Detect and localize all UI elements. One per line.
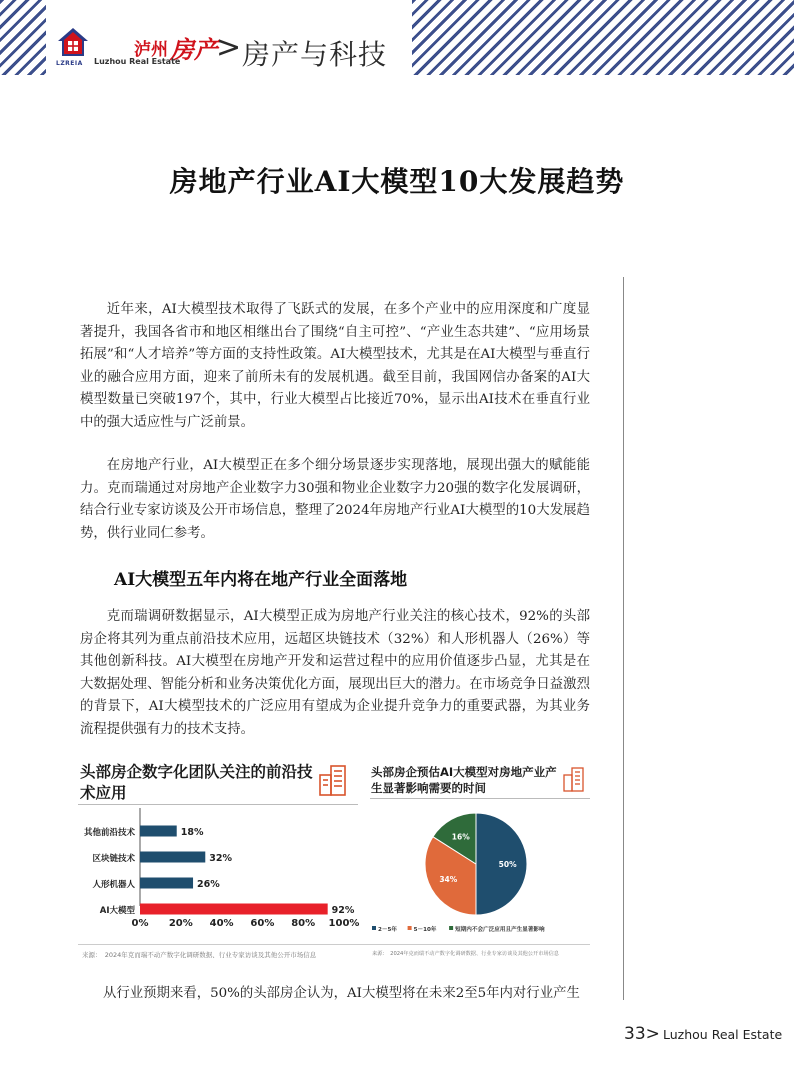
bar-value-label: 26% (197, 879, 220, 890)
bar-1 (140, 826, 177, 837)
paragraph-continuation: 从行业预期来看，50%的头部房企认为，AI大模型将在未来2至5年内对行业产生 (103, 986, 580, 1001)
source-divider (78, 944, 590, 945)
header-stripes-left (0, 0, 46, 75)
bar-chart-source: 来源： 2024年克而瑞不动产数字化调研数据、行业专家访谈及其他公开市场信息 (82, 951, 317, 959)
building-icon (318, 763, 348, 797)
bar-chart-title: 头部房企数字化团队关注的前沿技术应用 (80, 763, 313, 802)
bar-value-label: 32% (209, 853, 233, 864)
bar-chart (78, 808, 368, 936)
bar-value-label: 92% (331, 905, 355, 916)
bar-chart-divider (78, 804, 358, 805)
pie-chart-source: 来源： 2024年克而瑞不动产数字化调研数据、行业专家访谈及其他公开市场信息 (372, 951, 559, 957)
brand-name-cn: 泸州 (134, 40, 168, 60)
pie-slice-label: 16% (451, 832, 470, 842)
x-tick-label: 0% (131, 918, 149, 929)
header-stripes-right (412, 0, 794, 75)
legend-swatch (449, 926, 453, 930)
x-tick-label: 40% (209, 918, 234, 929)
paragraph-1-text: 近年来，AI大模型技术取得了飞跃式的发展，在多个产业中的应用深度和广度显著提升，我国各省市和地区相继出台了围绕“自主可控”、“产业生态共建”、“应用场景拓展”和“人才培养”等方面的支持性政策。AI大模型技术，尤其是在AI大模型与垂直行业的融合应用方面，迎来了前所未有的发展机遇。截至目前，我国网信办备案的AI大模型数量已突破197个，其中，行业大模型占比接近70%，显示出AI技术在垂直行业中的强大适应性与广泛前景。 (80, 302, 590, 430)
page-footer-label: Luzhou Real Estate (663, 1027, 783, 1042)
bar-category-label: 区块链技术 (92, 854, 135, 864)
bar-category-label: 人形机器人 (92, 880, 135, 890)
paragraph-3-text: 克而瑞调研数据显示，AI大模型正成为房地产行业关注的核心技术，92%的头部房企将其列为重点前沿技术应用，远超区块链技术（32%）和人形机器人（26%）等其他创新科技。AI大模型在房地产开发和运营过程中的应用价值逐步凸显，尤其是在大数据处理、智能分析和业务决策优化方面，展现出巨大的潜力。在市场竞争日益激烈的背景下，AI大模型技术的广泛应用有望成为企业提升竞争力的重要武器，为其业务流程提供强有力的技术支持。 (80, 609, 590, 737)
brand-script-logo: 房产 (170, 35, 218, 64)
legend-label: 2－5年 (378, 927, 397, 933)
pie-chart-divider (370, 798, 590, 799)
bar-4 (140, 904, 328, 915)
x-tick-label: 60% (250, 918, 275, 929)
bar-category-label: AI大模型 (99, 906, 135, 916)
x-tick-label: 80% (291, 918, 316, 929)
x-tick-label: 20% (168, 918, 193, 929)
bar-3 (140, 878, 193, 889)
building-icon-small (563, 766, 585, 792)
page-number: 33> (624, 1024, 660, 1044)
pie-slice-label: 34% (439, 875, 458, 885)
legend-label: 5－10年 (413, 927, 437, 933)
legend-label: 短期内不会广泛应用且产生显著影响 (455, 927, 545, 933)
article-title: 房地产行业AI大模型10大发展趋势 (169, 165, 625, 198)
bar-category-label: 其他前沿技术 (83, 828, 135, 838)
paragraph-findings (80, 606, 590, 742)
pie-slice-label: 50% (498, 860, 517, 869)
logo-subtext: LZREIA (56, 60, 83, 67)
pie-chart-title: 头部房企预估AI大模型对房地产业产生显著影响需要的时间 (371, 765, 557, 795)
bar-2 (140, 852, 205, 863)
brand-name-en: Luzhou Real Estate (94, 57, 181, 66)
paragraph-intro (80, 299, 590, 435)
section-title: 房产与科技 (242, 38, 388, 71)
x-tick-label: 100% (328, 918, 360, 929)
paragraph-2-text: 在房地产行业，AI大模型正在多个细分场景逐步实现落地，展现出强大的赋能能力。克而瑞通过对房地产企业数字力30强和物业企业数字力20强的数字化发展调研，结合行业专家访谈及公开市场信息，整理了2024年房地产行业AI大模型的10大发展趋势，供行业同仁参考。 (80, 458, 590, 541)
house-logo-icon (57, 26, 89, 58)
section-subheading: AI大模型五年内将在地产行业全面落地 (114, 570, 408, 590)
paragraph-context (80, 455, 590, 545)
legend-swatch (408, 926, 412, 930)
legend-swatch (372, 926, 376, 930)
bar-value-label: 18% (180, 827, 204, 838)
column-rule (623, 277, 624, 1000)
section-arrow: > (216, 30, 242, 65)
pie-chart (370, 800, 595, 940)
